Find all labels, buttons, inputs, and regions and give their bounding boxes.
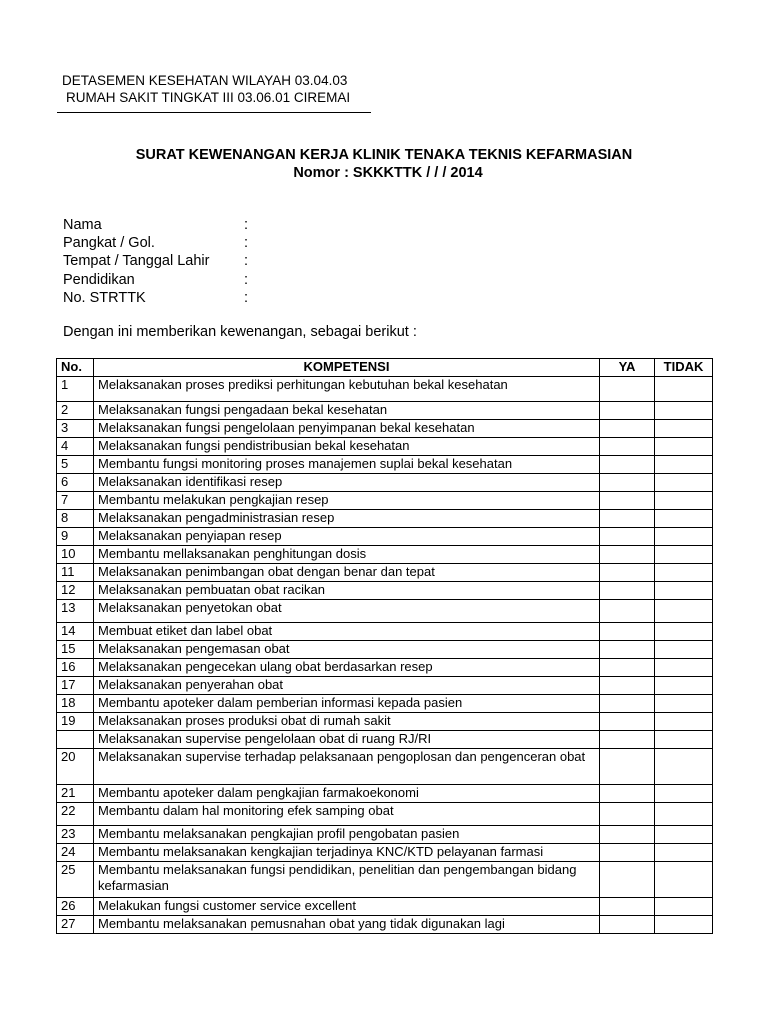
tidak-checkbox-cell[interactable] (655, 862, 713, 898)
tidak-checkbox-cell[interactable] (655, 916, 713, 934)
competency-text: Membantu melaksanakan pemusnahan obat yang tidak digunakan lagi (94, 916, 600, 934)
competency-text: Membantu dalam hal monitoring efek samping obat (94, 803, 600, 826)
row-number: 5 (57, 456, 94, 474)
document-title-block (0, 146, 768, 182)
tidak-checkbox-cell[interactable] (655, 438, 713, 456)
table-row (57, 844, 713, 862)
competency-text: Melaksanakan proses prediksi perhitungan kebutuhan bekal kesehatan (94, 377, 600, 402)
competency-text: Melaksanakan identifikasi resep (94, 474, 600, 492)
ya-checkbox-cell[interactable] (600, 677, 655, 695)
table-header-row (57, 359, 713, 377)
table-row (57, 492, 713, 510)
org-name-line-1: DETASEMEN KESEHATAN WILAYAH 03.04.03 (62, 73, 348, 88)
field-row (63, 216, 248, 234)
table-row (57, 862, 713, 898)
table-row (57, 402, 713, 420)
ya-checkbox-cell[interactable] (600, 785, 655, 803)
field-row (63, 252, 248, 270)
table-row (57, 695, 713, 713)
row-number: 8 (57, 510, 94, 528)
table-row (57, 641, 713, 659)
ya-checkbox-cell[interactable] (600, 623, 655, 641)
table-row (57, 826, 713, 844)
ya-checkbox-cell[interactable] (600, 695, 655, 713)
competency-text: Membantu melaksanakan fungsi pendidikan, penelitian dan pengembangan bidang kefarmasian (94, 862, 600, 898)
table-row (57, 474, 713, 492)
table-row (57, 749, 713, 785)
table-row (57, 803, 713, 826)
row-number: 26 (57, 898, 94, 916)
competency-text: Melaksanakan fungsi pengadaan bekal kesehatan (94, 402, 600, 420)
tidak-checkbox-cell[interactable] (655, 695, 713, 713)
identity-fields (63, 216, 248, 307)
row-number: 10 (57, 546, 94, 564)
tidak-checkbox-cell[interactable] (655, 474, 713, 492)
ya-checkbox-cell[interactable] (600, 564, 655, 582)
row-number: 27 (57, 916, 94, 934)
header-no: No. (57, 359, 94, 377)
tidak-checkbox-cell[interactable] (655, 377, 713, 402)
row-number: 7 (57, 492, 94, 510)
table-row (57, 916, 713, 934)
table-row (57, 731, 713, 749)
document-number: Nomor : SKKKTTK / / / 2014 (293, 165, 483, 181)
tidak-checkbox-cell[interactable] (655, 803, 713, 826)
ya-checkbox-cell[interactable] (600, 377, 655, 402)
competency-text: Melaksanakan pembuatan obat racikan (94, 582, 600, 600)
competency-text: Membantu fungsi monitoring proses manajemen suplai bekal kesehatan (94, 456, 600, 474)
row-number: 11 (57, 564, 94, 582)
row-number: 13 (57, 600, 94, 623)
ya-checkbox-cell[interactable] (600, 826, 655, 844)
table-row (57, 510, 713, 528)
ya-checkbox-cell[interactable] (600, 803, 655, 826)
intro-text: Dengan ini memberikan kewenangan, sebagai berikut : (63, 324, 417, 340)
ya-checkbox-cell[interactable] (600, 456, 655, 474)
tidak-checkbox-cell[interactable] (655, 677, 713, 695)
table-row (57, 564, 713, 582)
row-number: 14 (57, 623, 94, 641)
ya-checkbox-cell[interactable] (600, 916, 655, 934)
competency-text: Membantu melaksanakan pengkajian profil pengobatan pasien (94, 826, 600, 844)
competency-text: Melaksanakan pengemasan obat (94, 641, 600, 659)
row-number: 4 (57, 438, 94, 456)
ya-checkbox-cell[interactable] (600, 420, 655, 438)
competency-text: Melaksanakan supervise terhadap pelaksanaan pengoplosan dan pengenceran obat (94, 749, 600, 785)
tidak-checkbox-cell[interactable] (655, 641, 713, 659)
table-row (57, 456, 713, 474)
competency-text: Melaksanakan supervise pengelolaan obat di ruang RJ/RI (94, 731, 600, 749)
competency-text: Melakukan fungsi customer service excellent (94, 898, 600, 916)
table-row (57, 420, 713, 438)
tidak-checkbox-cell[interactable] (655, 731, 713, 749)
row-number: 25 (57, 862, 94, 898)
table-row (57, 677, 713, 695)
tidak-checkbox-cell[interactable] (655, 564, 713, 582)
tidak-checkbox-cell[interactable] (655, 492, 713, 510)
tidak-checkbox-cell[interactable] (655, 898, 713, 916)
table-body (57, 377, 713, 934)
competency-text: Membantu apoteker dalam pemberian informasi kepada pasien (94, 695, 600, 713)
row-number: 2 (57, 402, 94, 420)
ya-checkbox-cell[interactable] (600, 528, 655, 546)
ya-checkbox-cell[interactable] (600, 600, 655, 623)
tidak-checkbox-cell[interactable] (655, 844, 713, 862)
field-colon: : (244, 217, 249, 233)
tidak-checkbox-cell[interactable] (655, 528, 713, 546)
competency-text: Melaksanakan pengecekan ulang obat berdasarkan resep (94, 659, 600, 677)
row-number: 20 (57, 749, 94, 785)
row-number: 16 (57, 659, 94, 677)
tidak-checkbox-cell[interactable] (655, 510, 713, 528)
tidak-checkbox-cell[interactable] (655, 749, 713, 785)
tidak-checkbox-cell[interactable] (655, 456, 713, 474)
table-row (57, 785, 713, 803)
row-number: 18 (57, 695, 94, 713)
competency-text: Melaksanakan fungsi pengelolaan penyimpanan bekal kesehatan (94, 420, 600, 438)
ya-checkbox-cell[interactable] (600, 492, 655, 510)
competency-text: Melaksanakan penimbangan obat dengan benar dan tepat (94, 564, 600, 582)
field-label: Pangkat / Gol. (63, 235, 155, 252)
table-row (57, 713, 713, 731)
header-ya: YA (600, 359, 655, 377)
table-row (57, 582, 713, 600)
header-divider (57, 112, 371, 113)
row-number: 23 (57, 826, 94, 844)
ya-checkbox-cell[interactable] (600, 862, 655, 898)
field-colon: : (244, 253, 249, 270)
row-number: 12 (57, 582, 94, 600)
row-number: 19 (57, 713, 94, 731)
row-number: 9 (57, 528, 94, 546)
table-row (57, 600, 713, 623)
row-number: 22 (57, 803, 94, 826)
competency-text: Melaksanakan pengadministrasian resep (94, 510, 600, 528)
ya-checkbox-cell[interactable] (600, 510, 655, 528)
ya-checkbox-cell[interactable] (600, 582, 655, 600)
competency-text: Melaksanakan penyerahan obat (94, 677, 600, 695)
tidak-checkbox-cell[interactable] (655, 582, 713, 600)
tidak-checkbox-cell[interactable] (655, 623, 713, 641)
document-title: SURAT KEWENANGAN KERJA KLINIK TENAKA TEKNIS KEFARMASIAN (135, 147, 633, 163)
ya-checkbox-cell[interactable] (600, 898, 655, 916)
competency-text: Membuat etiket dan label obat (94, 623, 600, 641)
header-kompetensi: KOMPETENSI (94, 359, 600, 377)
table-row (57, 377, 713, 402)
table-row (57, 528, 713, 546)
row-number: 17 (57, 677, 94, 695)
field-label: No. STRTTK (63, 289, 146, 306)
competency-text: Membantu melakukan pengkajian resep (94, 492, 600, 510)
table-row (57, 623, 713, 641)
row-number (57, 731, 94, 749)
competency-text: Membantu apoteker dalam pengkajian farmakoekonomi (94, 785, 600, 803)
tidak-checkbox-cell[interactable] (655, 546, 713, 564)
row-number: 3 (57, 420, 94, 438)
row-number: 6 (57, 474, 94, 492)
field-label: Tempat / Tanggal Lahir (63, 253, 210, 270)
field-colon: : (244, 271, 249, 288)
competency-text: Membantu mellaksanakan penghitungan dosis (94, 546, 600, 564)
field-row (63, 234, 248, 252)
tidak-checkbox-cell[interactable] (655, 826, 713, 844)
field-row (63, 271, 248, 289)
tidak-checkbox-cell[interactable] (655, 402, 713, 420)
tidak-checkbox-cell[interactable] (655, 659, 713, 677)
tidak-checkbox-cell[interactable] (655, 600, 713, 623)
field-colon: : (244, 289, 249, 306)
organization-header (62, 72, 350, 106)
tidak-checkbox-cell[interactable] (655, 785, 713, 803)
field-row (63, 289, 248, 307)
ya-checkbox-cell[interactable] (600, 402, 655, 420)
table-row (57, 438, 713, 456)
ya-checkbox-cell[interactable] (600, 749, 655, 785)
field-colon: : (244, 235, 249, 252)
ya-checkbox-cell[interactable] (600, 844, 655, 862)
ya-checkbox-cell[interactable] (600, 713, 655, 731)
table-row (57, 546, 713, 564)
field-label: Pendidikan (63, 271, 135, 288)
ya-checkbox-cell[interactable] (600, 641, 655, 659)
org-name-line-2: RUMAH SAKIT TINGKAT III 03.06.01 CIREMAI (66, 90, 351, 105)
competency-text: Melaksanakan proses produksi obat di rumah sakit (94, 713, 600, 731)
row-number: 15 (57, 641, 94, 659)
competency-text: Melaksanakan fungsi pendistribusian bekal kesehatan (94, 438, 600, 456)
ya-checkbox-cell[interactable] (600, 731, 655, 749)
table-row (57, 898, 713, 916)
row-number: 21 (57, 785, 94, 803)
competency-text: Melaksanakan penyiapan resep (94, 528, 600, 546)
field-label: Nama (63, 217, 102, 233)
ya-checkbox-cell[interactable] (600, 659, 655, 677)
tidak-checkbox-cell[interactable] (655, 420, 713, 438)
competency-text: Melaksanakan penyetokan obat (94, 600, 600, 623)
competency-table (56, 358, 713, 934)
ya-checkbox-cell[interactable] (600, 546, 655, 564)
tidak-checkbox-cell[interactable] (655, 713, 713, 731)
row-number: 24 (57, 844, 94, 862)
header-tidak: TIDAK (655, 359, 713, 377)
row-number: 1 (57, 377, 94, 402)
table-row (57, 659, 713, 677)
competency-text: Membantu melaksanakan kengkajian terjadinya KNC/KTD pelayanan farmasi (94, 844, 600, 862)
ya-checkbox-cell[interactable] (600, 438, 655, 456)
ya-checkbox-cell[interactable] (600, 474, 655, 492)
